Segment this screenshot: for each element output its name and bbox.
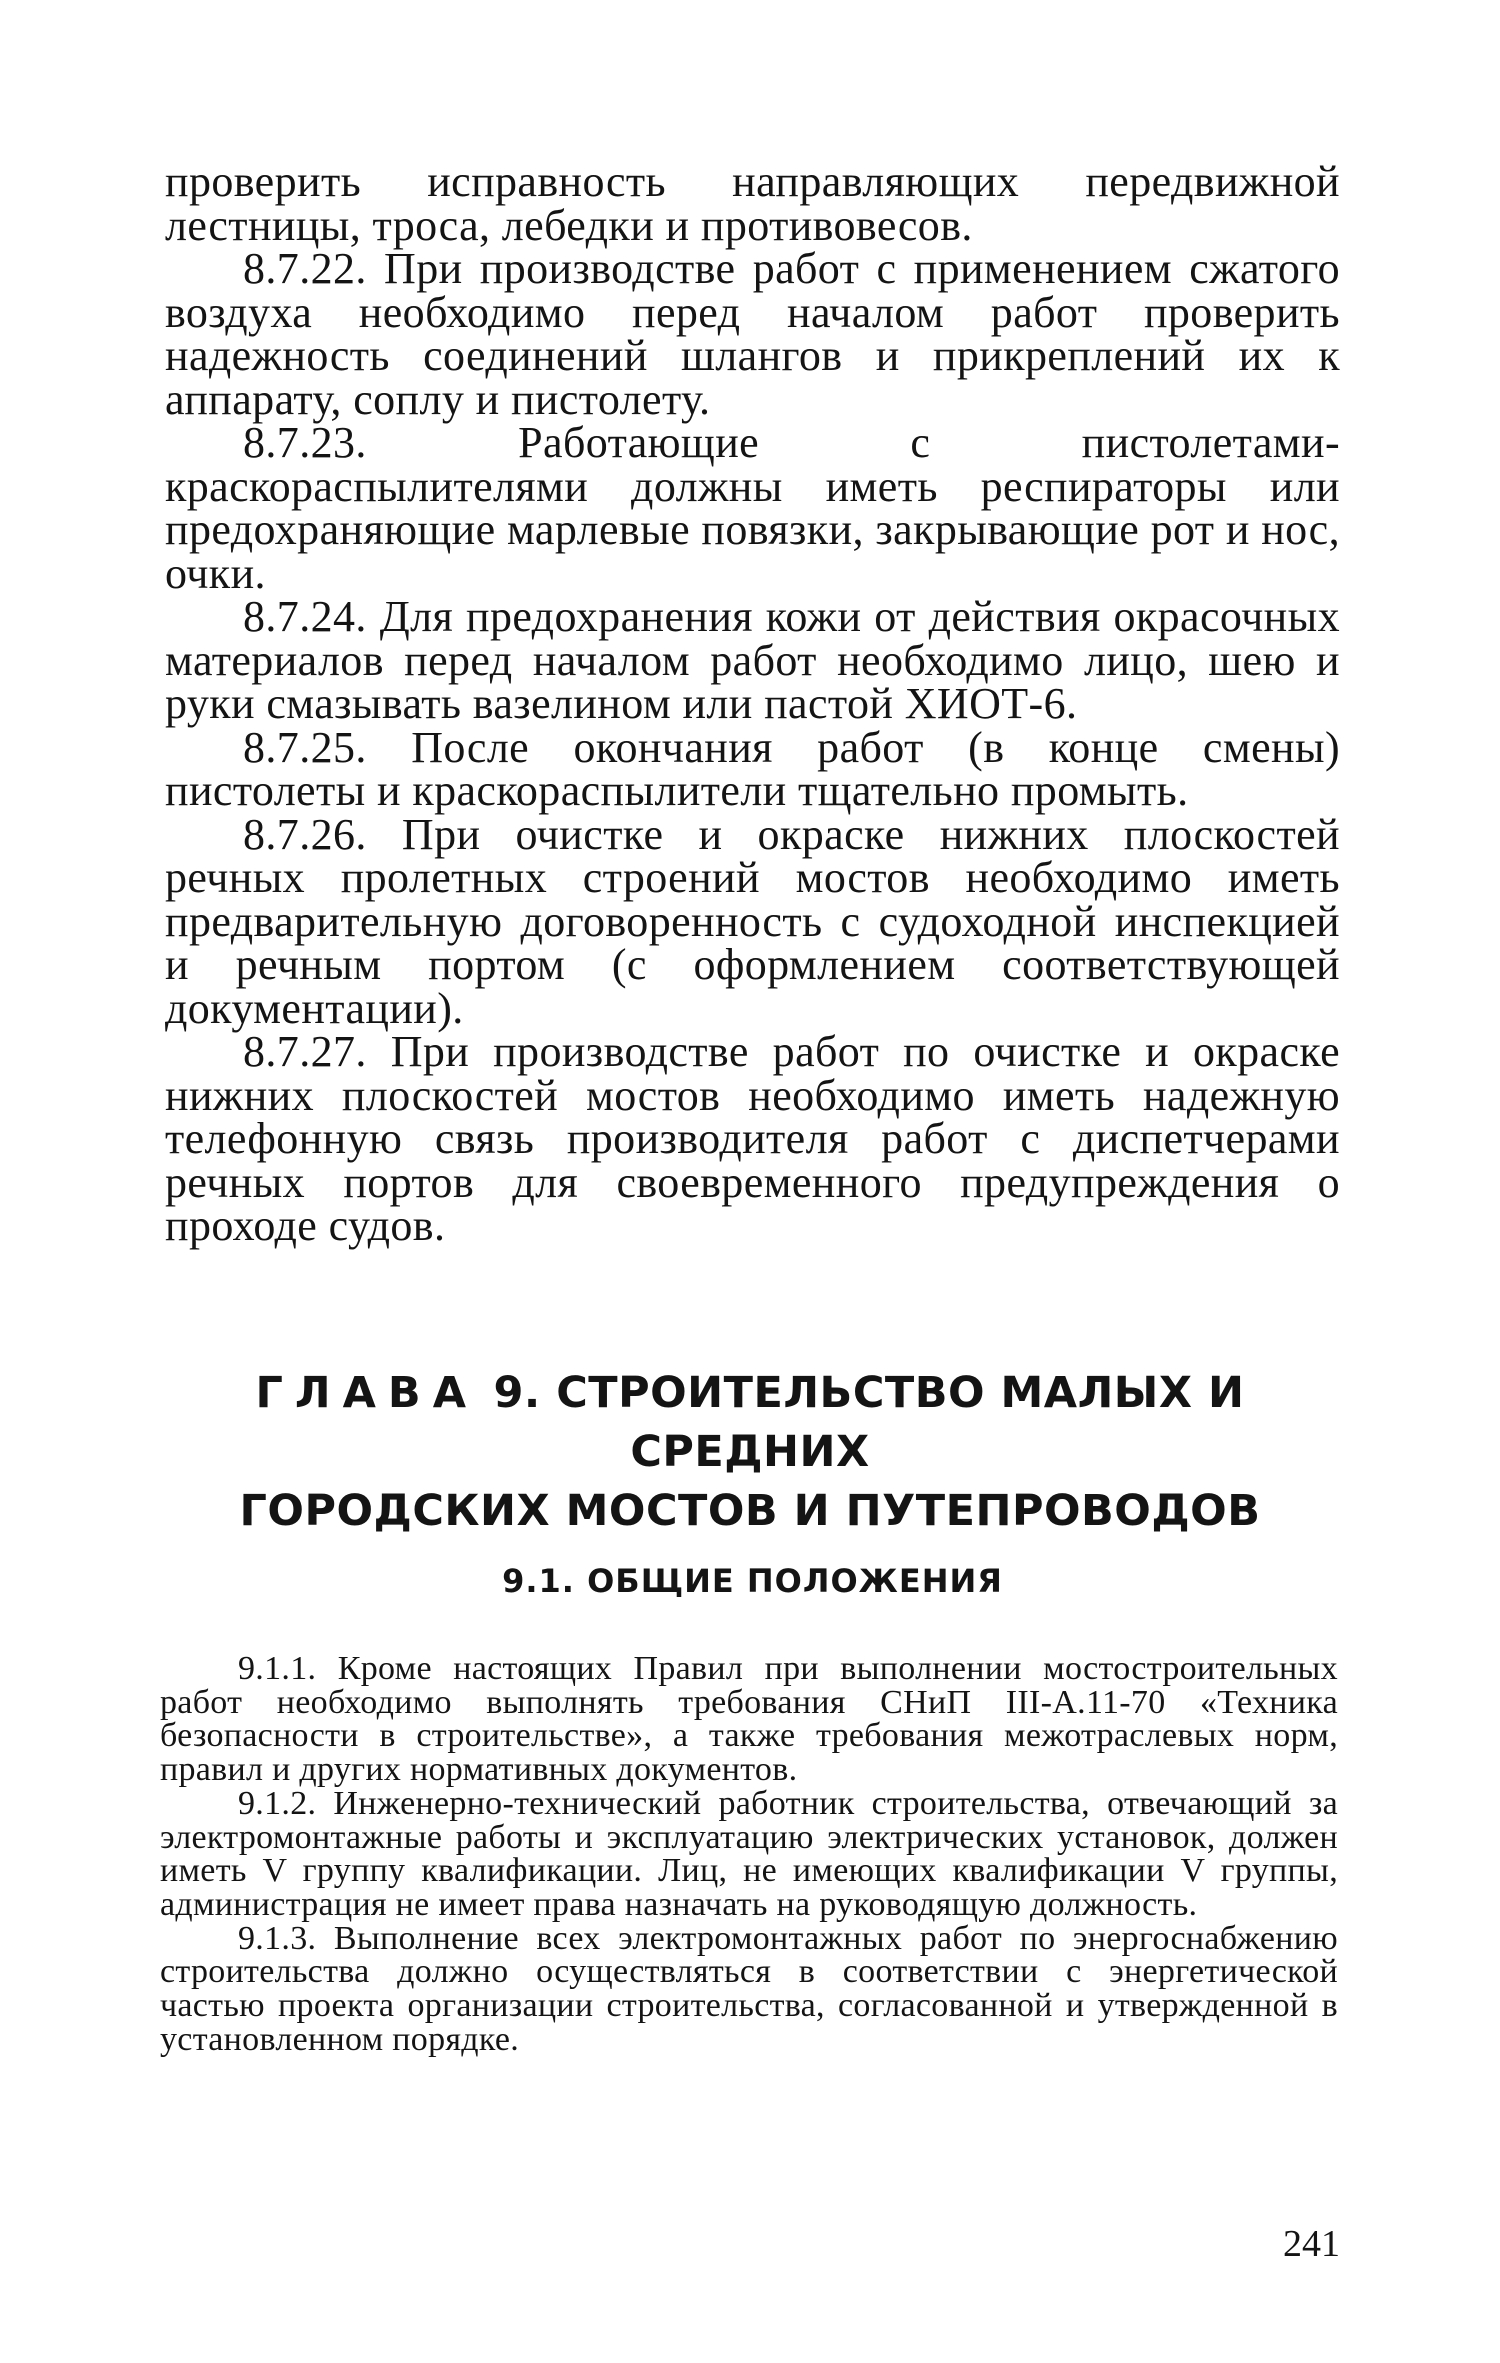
chapter-heading-line-1 bbox=[150, 1364, 1350, 1482]
continuation-paragraph: проверить исправность направляющих передвижной лестницы, троса, лебедки и противовесов. bbox=[165, 157, 1340, 250]
item-8-7-23 bbox=[165, 418, 1340, 598]
chapter-word: ГЛАВА bbox=[255, 1368, 478, 1418]
item-9-1-2 bbox=[160, 1784, 1338, 1923]
item-number: 9.1.3. bbox=[238, 1919, 317, 1957]
item-text: Выполнение всех электромонтажных работ по энергоснабжению строительства должно осуществляться в соответствии с энергетической частью проекта организации строительства, согласованной и утвержденной в установленном порядке. bbox=[160, 1919, 1338, 2058]
item-text: При производстве работ с применением сжатого воздуха необходимо перед началом работ проверить надежность соединений шлангов и прикреплений их к аппарату, соплу и пистолету. bbox=[165, 244, 1340, 424]
item-number: 9.1.2. bbox=[238, 1784, 317, 1822]
item-text: Работающие с пистолетами-краскораспылителями должны иметь респираторы или предохраняющие марлевые повязки, закрывающие рот и нос, очки. bbox=[165, 418, 1340, 598]
upper-text-block bbox=[165, 157, 1341, 1250]
chapter-title-line-1: 9. СТРОИТЕЛЬСТВО МАЛЫХ И СРЕДНИХ bbox=[493, 1368, 1245, 1477]
item-9-1-3 bbox=[160, 1919, 1338, 2058]
item-8-7-24 bbox=[165, 592, 1340, 728]
page-number: 241 bbox=[1283, 2223, 1340, 2265]
item-text: Для предохранения кожи от действия окрасочных материалов перед началом работ необходимо лицо, шею и руки смазывать вазелином или пастой ХИОТ-6. bbox=[165, 592, 1340, 728]
item-8-7-27 bbox=[165, 1027, 1341, 1250]
item-number: 8.7.22. bbox=[243, 244, 367, 293]
section-text-block bbox=[160, 1652, 1338, 2056]
item-8-7-22 bbox=[165, 244, 1340, 424]
item-text: При очистке и окраске нижних плоскостей речных пролетных строений мостов необходимо иметь предварительную договоренность с судоходной инспекцией и речным портом (с оформлением соответствующей документации). bbox=[165, 809, 1340, 1033]
item-number: 8.7.24. bbox=[243, 592, 367, 641]
item-9-1-1 bbox=[160, 1652, 1338, 1787]
chapter-title-line-2: ГОРОДСКИХ МОСТОВ И ПУТЕПРОВОДОВ bbox=[239, 1486, 1261, 1536]
item-number: 8.7.25. bbox=[243, 722, 367, 772]
chapter-heading bbox=[150, 1364, 1350, 1541]
item-text: Кроме настоящих Правил при выполнении мостостроительных работ необходимо выполнять требования СНиП III-А.11-70 «Техника безопасности в строительстве», а также требования межотраслевых норм, правил и других нормативных документов. bbox=[160, 1650, 1338, 1789]
item-number: 8.7.23. bbox=[243, 418, 367, 467]
item-text: После окончания работ (в конце смены) пистолеты и краскораспылители тщательно промыть. bbox=[165, 722, 1340, 815]
item-8-7-25 bbox=[165, 722, 1340, 815]
item-text: При производстве работ по очистке и окраске нижних плоскостей мостов необходимо иметь надежную телефонную связь производителя работ с диспетчерами речных портов для своевременного предупреждения о проходе судов. bbox=[165, 1027, 1341, 1250]
item-text: Инженерно-технический работник строительства, отвечающий за электромонтажные работы и эксплуатацию электрических установок, должен иметь V группу квалификации. Лиц, не имеющих квалификации V группы, администрация не имеет права назначать на руководящую должность. bbox=[160, 1784, 1338, 1923]
item-8-7-26 bbox=[165, 809, 1340, 1033]
section-heading: 9.1. ОБЩИЕ ПОЛОЖЕНИЯ bbox=[502, 1562, 1003, 1600]
item-number: 8.7.26. bbox=[243, 809, 367, 859]
item-number: 8.7.27. bbox=[243, 1027, 367, 1076]
item-number: 9.1.1. bbox=[238, 1650, 317, 1687]
